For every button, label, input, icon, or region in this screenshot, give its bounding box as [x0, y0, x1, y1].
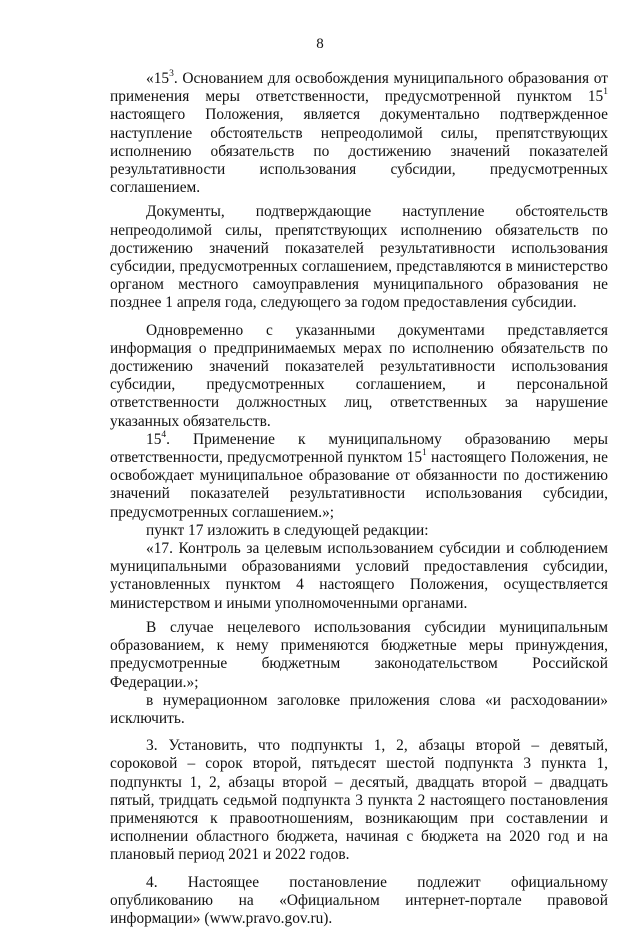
paragraph-documents: Документы, подтверждающие наступление обстоятельств непреодолимой силы, препятствующих исполнению обязательств по достижению значений показателей результативности использования субсидии, предусмотренных соглашением, представляются в министерство органом местного самоуправления муниципального образования не позднее 1 апреля года, следующего за годом предоставления субсидии. — [110, 203, 608, 312]
paragraph-point-17-intro: пункт 17 изложить в следующей редакции: — [146, 521, 429, 539]
paragraph-point-17: «17. Контроль за целевым использованием субсидии и соблюдением муниципальными образованиями условий предоставления субсидии, установленных пунктом 4 настоящего Положения, осуществляется министерством и иными уполномоченными органами. — [110, 540, 608, 612]
paragraph-misuse: В случае нецелевого использования субсидии муниципальным образованием, к нему применяются бюджетные меры принуждения, предусмотренные бюджетным законодательством Российской Федерации.»; — [110, 618, 608, 691]
paragraph-15-4: $15^4$. Применение к муниципальному образованию меры ответственности, предусмотренной пунктом $15^1$ настоящего Положения, не освобождает муниципальное образование от обязанности по достижению значений показателей результативности использования субсидии, предусмотренных соглашением.»; — [110, 429, 608, 521]
page-number: 8 — [316, 36, 324, 52]
paragraph-information: Одновременно с указанными документами представляется информация о предпринимаемых мерах по исполнению обязательств по достижению значений показателей результативности использования субсидии, предусмотренных соглашением, и персональной ответственности должностных лиц, ответственных за нарушение указанных обязательств. — [110, 321, 608, 430]
paragraph-point-4: 4. Настоящее постановление подлежит официальному опубликованию на «Официальном интернет-портале правовой информации» (www.pravo.gov.ru). — [110, 873, 608, 927]
paragraph-appendix-title: в нумерационном заголовке приложения слова «и расходовании» исключить. — [110, 691, 608, 727]
paragraph-15-3: «$15^3$. Основанием для освобождения муниципального образования от применения меры ответственности, предусмотренной пунктом $15^1$ настоящего Положения, является документально подтвержденное наступление обстоятельств непреодолимой силы, препятствующих исполнению обязательств по достижению значений показателей результативности использования субсидии, предусмотренных соглашением. — [110, 68, 608, 197]
document-body — [110, 70, 608, 928]
paragraph-point-3: 3. Установить, что подпункты 1, 2, абзацы второй – девятый, сороковой – сорок второй, пятьдесят шестой подпункта 3 пункта 1, подпункты 1, 2, абзацы второй – десятый, двадцать второй – двадцать пятый, тридцать седьмой подпункта 3 пункта 2 настоящего постановления применяются к правоотношениям, возникающим при составлении и исполнении областного бюджета, начиная с бюджета на 2020 год и на плановый период 2021 и 2022 годов. — [110, 737, 608, 864]
